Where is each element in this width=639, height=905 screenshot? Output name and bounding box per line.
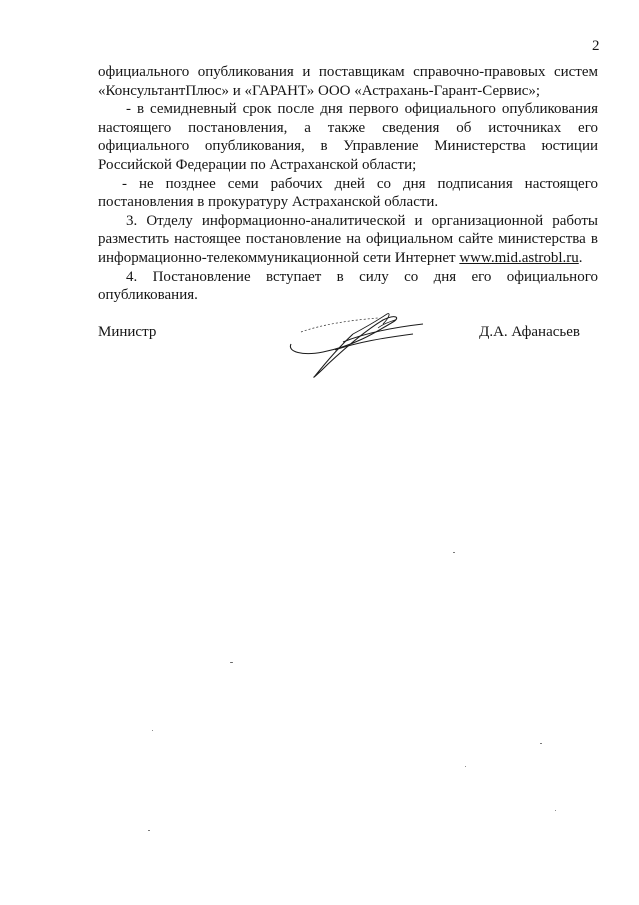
- scan-speck: [230, 662, 233, 663]
- ministry-website-link[interactable]: www.mid.astrobl.ru: [459, 249, 579, 266]
- signer-title: Министр: [98, 324, 157, 340]
- handwritten-signature: [283, 304, 433, 384]
- scan-speck: [465, 766, 466, 767]
- paragraph-prosecutor-deadline: - не позднее семи рабочих дней со дня подписания настоящего постановления в прокуратуру Астраханской области.: [98, 175, 598, 211]
- scan-speck: [152, 730, 153, 731]
- signature-block: [98, 322, 598, 382]
- scan-speck: [555, 810, 556, 811]
- paragraph-website-text: 3. Отделу информационно-аналитической и организационной работы разместить настоящее постановление на официальном сайте министерства в информационно-телекоммуникационной сети Интернет: [98, 212, 598, 266]
- signer-name: Д.А. Афанасьев: [479, 324, 580, 340]
- scan-speck: [540, 743, 542, 744]
- paragraph-seven-day-term: - в семидневный срок после дня первого официального опубликования настоящего постановления, а также сведения об источниках его официального опубликования, в Управление Министерства юстиции Российской Федерации по Астраханской области;: [98, 101, 598, 173]
- scan-speck: [453, 552, 455, 553]
- page-number: 2: [592, 38, 600, 54]
- scan-speck: [148, 830, 150, 831]
- paragraph-effective-date: 4. Постановление вступает в силу со дня его официального опубликования.: [98, 268, 598, 304]
- paragraph-website-publication: [98, 212, 598, 268]
- paragraph-publication-suppliers: официального опубликования и поставщикам справочно-правовых систем «КонсультантПлюс» и «ГАРАНТ» ООО «Астрахань-Гарант-Сервис»;: [98, 64, 598, 99]
- document-body: [98, 63, 598, 305]
- paragraph-website-end: .: [578, 249, 583, 266]
